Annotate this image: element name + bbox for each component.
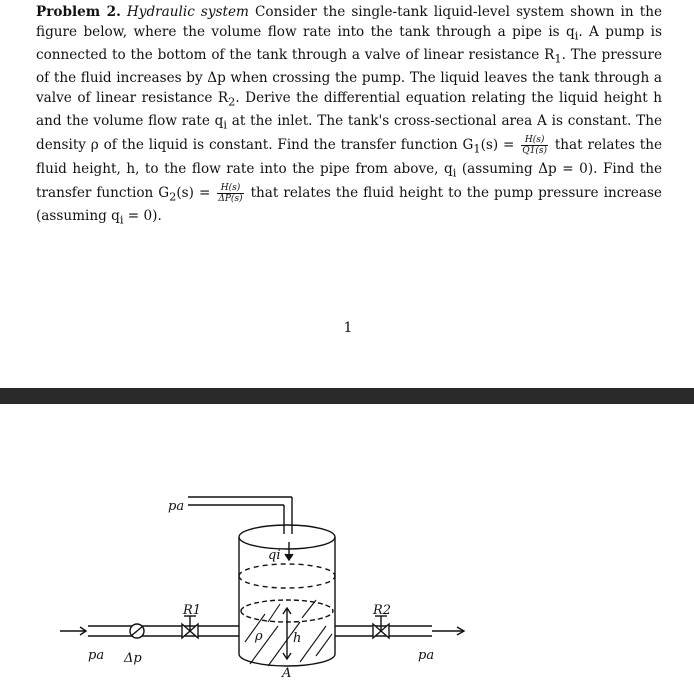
subscript: i [452, 165, 457, 180]
label-area: A [282, 666, 292, 681]
fraction-denominator: Q1(s) [522, 146, 547, 157]
problem-text: . Derive the differential equation relating the liquid height h and the volume flow rate q [36, 89, 663, 130]
label-pa-top: pa [168, 499, 185, 514]
problem-text: that relates the fluid height to the pump pressure increase (assuming q [36, 185, 662, 225]
problem-text: = 0). [123, 208, 162, 225]
problem-text: Consider the single-tank liquid-level system shown in the figure below, where the volume flow rate into the tank through a pipe is q [36, 4, 662, 40]
page-number: 1 [343, 320, 353, 336]
label-r1: R1 [183, 603, 202, 618]
problem-text: . A pump is connected to the bottom of the tank through a valve of linear resistance R [36, 23, 662, 63]
subscript: i [223, 117, 227, 132]
label-h: h [293, 631, 302, 646]
fraction-numerator: H(s) [521, 135, 548, 146]
fraction-numerator: H(s) [217, 183, 243, 194]
inlet-liquid-level-back [239, 564, 335, 576]
qi-arrowhead [285, 554, 293, 560]
fraction-g1 [521, 135, 548, 156]
page-divider [0, 388, 694, 404]
problem-text: . The pressure of the fluid increases by Δp when crossing the pump. The liquid leaves the tank through a valve of linear resistance R [36, 46, 663, 106]
subscript: i [574, 28, 579, 43]
label-qi: qi [268, 548, 281, 563]
valve-r2-icon [373, 616, 389, 638]
fraction-denominator: ΔP(s) [218, 194, 243, 205]
tank-top [239, 525, 335, 549]
problem-label: Problem 2. [36, 4, 121, 20]
subscript: 2 [228, 94, 236, 109]
inlet-liquid-level [239, 576, 335, 588]
problem-text: (s) = [480, 137, 515, 154]
valve-r1-icon [182, 616, 198, 638]
problem-text: that relates the fluid height, h, to the flow rate into the pipe from above, q [36, 137, 663, 177]
tank-diagram [0, 404, 694, 682]
label-rho: ρ [255, 629, 263, 644]
problem-statement [36, 3, 662, 231]
label-pa-left: pa [88, 648, 105, 663]
problem-text: (assuming Δp = 0). Find the transfer function G [36, 160, 662, 202]
subscript: i [119, 213, 124, 228]
label-delta-p: Δp [124, 651, 142, 666]
subscript: 1 [473, 142, 481, 157]
fraction-g2 [217, 183, 243, 204]
problem-text: at the inlet. The tank's cross-sectional area A is constant. The density ρ of the liquid is constant. Find the transfer function G [36, 113, 662, 154]
label-r2: R2 [373, 603, 392, 618]
problem-text: (s) = [176, 185, 211, 202]
subscript: 2 [169, 189, 177, 204]
problem-topic: Hydraulic system [126, 4, 249, 20]
page-2 [0, 404, 694, 682]
subscript: 1 [554, 51, 562, 66]
label-pa-right: pa [418, 648, 435, 663]
